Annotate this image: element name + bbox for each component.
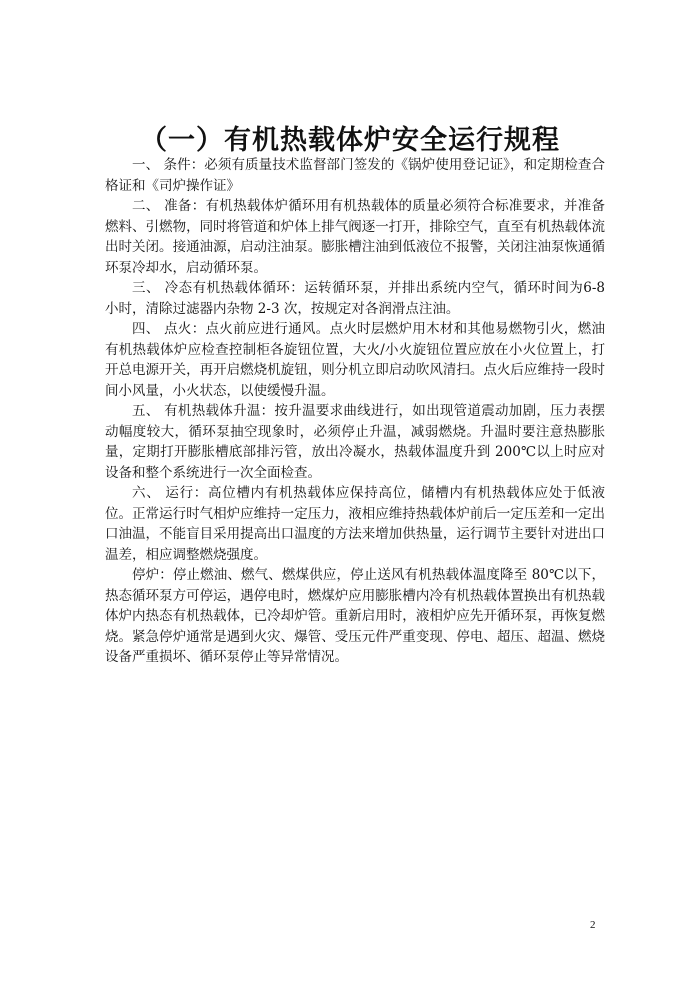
paragraph-heating: 五、 有机热载体升温：按升温要求曲线进行，如出现管道震动加剧，压力表摆动幅度较大，循环泵抽空现象时，必须停止升温，减弱燃烧。升温时要注意热膨胀量，定期打开膨胀槽底部排污管，放出冷凝水，热载体温度升到 200℃以上时应对设备和整个系统进行一次全面检查。 [105, 403, 605, 481]
paragraph-shutdown: 停炉：停止燃油、燃气、燃煤供应，停止送风有机热载体温度降至 80℃以下，热态循环泵方可停运，遇停电时，燃煤炉应用膨胀槽内冷有机热载体置换出有机热载体炉内热态有机热载体，已冷却炉管。重新启用时，液相炉应先开循环泵，再恢复燃烧。紧急停炉通常是遇到火灾、爆管、受压元件严重变现、停电、超压、超温、燃烧设备严重损坏、循环泵停止等异常情况。 [105, 567, 605, 665]
document-body [105, 155, 605, 668]
paragraph-cold-circulation: 三、 冷态有机热载体循环：运转循环泵，并排出系统内空气，循环时间为6-8 小时，清除过滤器内杂物 2-3 次，按规定对各润滑点注油。 [105, 280, 605, 317]
paragraph-ignition: 四、 点火：点火前应进行通风。点火时层燃炉用木材和其他易燃物引火，燃油有机热载体炉应检查控制柜各旋钮位置，大火/小火旋钮位置应放在小火位置上，打开总电源开关，再开启燃烧机旋钮，则分机立即启动吹风清扫。点火后应维持一段时间小风量，小火状态，以使缓慢升温。 [105, 321, 605, 399]
paragraph-preparation: 二、 准备：有机热载体炉循环用有机热载体的质量必须符合标准要求，并准备燃料、引燃物，同时将管道和炉体上排气阀逐一打开，排除空气，直至有机热载体流出时关闭。接通油源，启动注油泵。膨胀槽注油到低液位不报警，关闭注油泵恢通循环泵冷却水，启动循环泵。 [105, 198, 605, 276]
paragraph-operation: 六、 运行：高位槽内有机热载体应保持高位，储槽内有机热载体应处于低液位。正常运行时气相炉应维持一定压力，液相应维持热载体炉前后一定压差和一定出口油温，不能盲目采用提高出口温度的方法来增加供热量，运行调节主要针对进出口温差，相应调整燃烧强度。 [105, 485, 605, 563]
paragraph-conditions: 一、 条件：必须有质量技术监督部门签发的《锅炉使用登记证》，和定期检查合格证和《司炉操作证》 [105, 157, 605, 194]
page-number: 2 [590, 919, 596, 931]
page-title: （一）有机热载体炉安全运行规程 [140, 125, 560, 156]
